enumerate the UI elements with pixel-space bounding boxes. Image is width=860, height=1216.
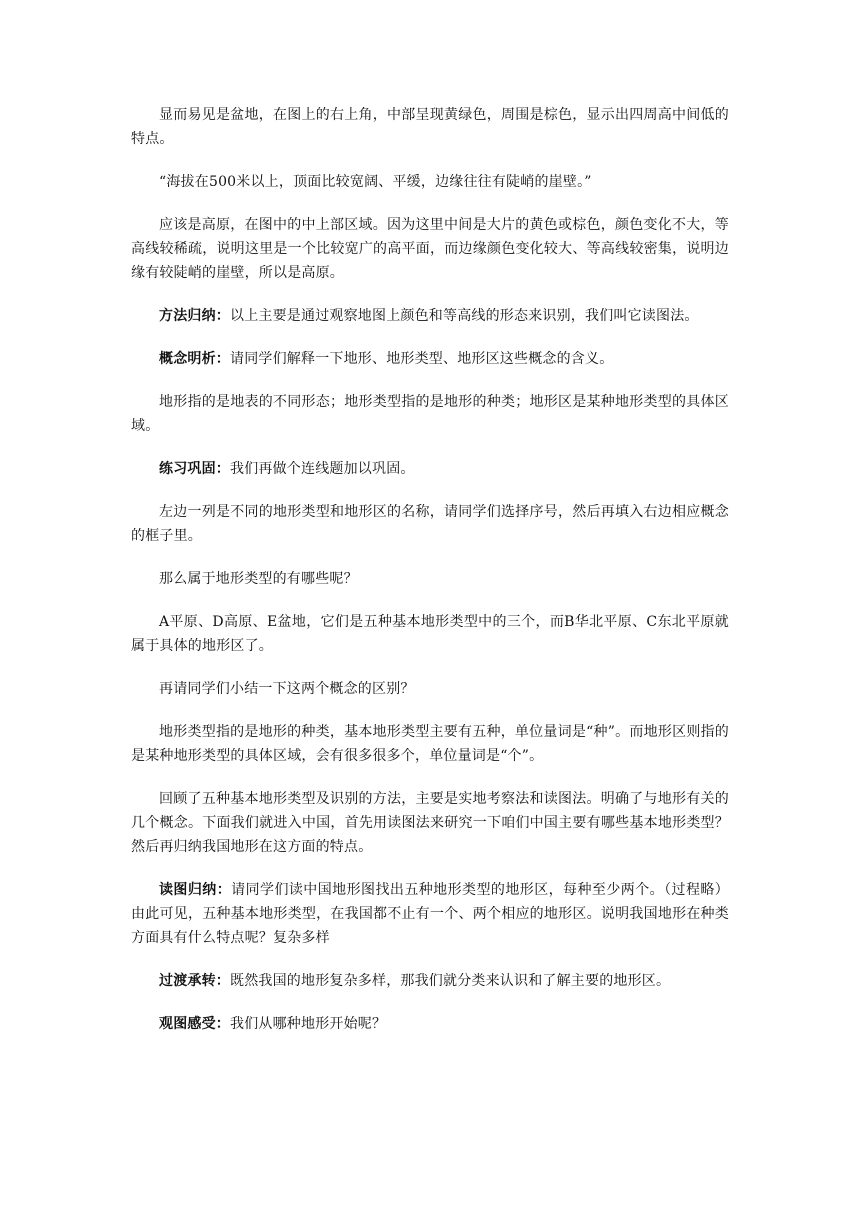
paragraph-text: 请同学们解释一下地形、地形类型、地形区这些概念的含义。: [230, 351, 614, 367]
paragraph-lead: 练习巩固：: [159, 461, 230, 477]
paragraph-lead: 读图归纳：: [159, 882, 232, 898]
paragraph-plateau: [131, 213, 729, 285]
paragraph-text: A平原、D高原、E盆地，它们是五种基本地形类型中的三个，而B华北平原、C东北平原就属于具体的地形区了。: [131, 614, 729, 654]
paragraph-text: 以上主要是通过观察地图上颜色和等高线的形态来识别，我们叫它读图法。: [230, 308, 699, 324]
paragraph-text: 我们从哪种地形开始呢？: [230, 1016, 387, 1032]
paragraph-text: 那么属于地形类型的有哪些呢？: [159, 571, 358, 587]
paragraph-basin: [131, 103, 729, 151]
paragraph-lead: 方法归纳：: [159, 308, 230, 324]
paragraph-question-types: [131, 567, 729, 591]
paragraph-concepts: [131, 347, 729, 371]
paragraph-review: [131, 787, 729, 859]
paragraph-method-summary: [131, 304, 729, 328]
paragraph-text: 应该是高原，在图中的中上部区域。因为这里中间是大片的黄色或棕色，颜色变化不大，等高线较稀疏，说明这里是一个比较宽广的高平面，而边缘颜色变化较大、等高线较密集，说明边缘有较陡峭的崖壁，所以是高原。: [131, 217, 729, 281]
paragraph-lead: 观图感受：: [159, 1016, 230, 1032]
paragraph-text: 左边一列是不同的地形类型和地形区的名称，请同学们选择序号，然后再填入右边相应概念的框子里。: [131, 504, 729, 544]
paragraph-text: 既然我国的地形复杂多样，那我们就分类来认识和了解主要的地形区。: [230, 973, 671, 989]
paragraph-practice: [131, 457, 729, 481]
paragraph-quote: [131, 170, 729, 194]
paragraph-transition: [131, 969, 729, 993]
paragraph-lead: 过渡承转：: [159, 973, 230, 989]
paragraph-text: 回顾了五种基本地形类型及识别的方法，主要是实地考察法和读图法。明确了与地形有关的几个概念。下面我们就进入中国，首先用读图法来研究一下咱们中国主要有哪些基本地形类型？然后再归纳我国地形在这方面的特点。: [131, 791, 729, 855]
document-body: [131, 103, 729, 1055]
paragraph-text: “海拔在500米以上，顶面比较宽阔、平缓，边缘往往有陡峭的崖壁。”: [159, 174, 592, 190]
paragraph-text: 显而易见是盆地，在图上的右上角，中部呈现黄绿色，周围是棕色，显示出四周高中间低的特点。: [131, 107, 729, 147]
paragraph-answer-types: [131, 610, 729, 658]
paragraph-answer-difference: [131, 720, 729, 768]
paragraph-definitions: [131, 390, 729, 438]
paragraph-text: 地形类型指的是地形的种类，基本地形类型主要有五种，单位量词是“种”。而地形区则指的是某种地形类型的具体区域，会有很多很多个，单位量词是“个”。: [131, 724, 729, 764]
paragraph-text: 地形指的是地表的不同形态；地形类型指的是地形的种类；地形区是某种地形类型的具体区域。: [131, 394, 729, 434]
paragraph-text: 请同学们读中国地形图找出五种地形类型的地形区，每种至少两个。（过程略）由此可见，五种基本地形类型，在我国都不止有一个、两个相应的地形区。说明我国地形在种类方面具有什么特点呢？复杂多样: [131, 882, 730, 946]
paragraph-matching: [131, 500, 729, 548]
paragraph-text: 我们再做个连线题加以巩固。: [230, 461, 415, 477]
paragraph-question-difference: [131, 677, 729, 701]
paragraph-text: 再请同学们小结一下这两个概念的区别？: [159, 681, 415, 697]
paragraph-lead: 概念明析：: [159, 351, 230, 367]
paragraph-map-reading: [131, 878, 729, 950]
paragraph-observe: [131, 1012, 729, 1036]
